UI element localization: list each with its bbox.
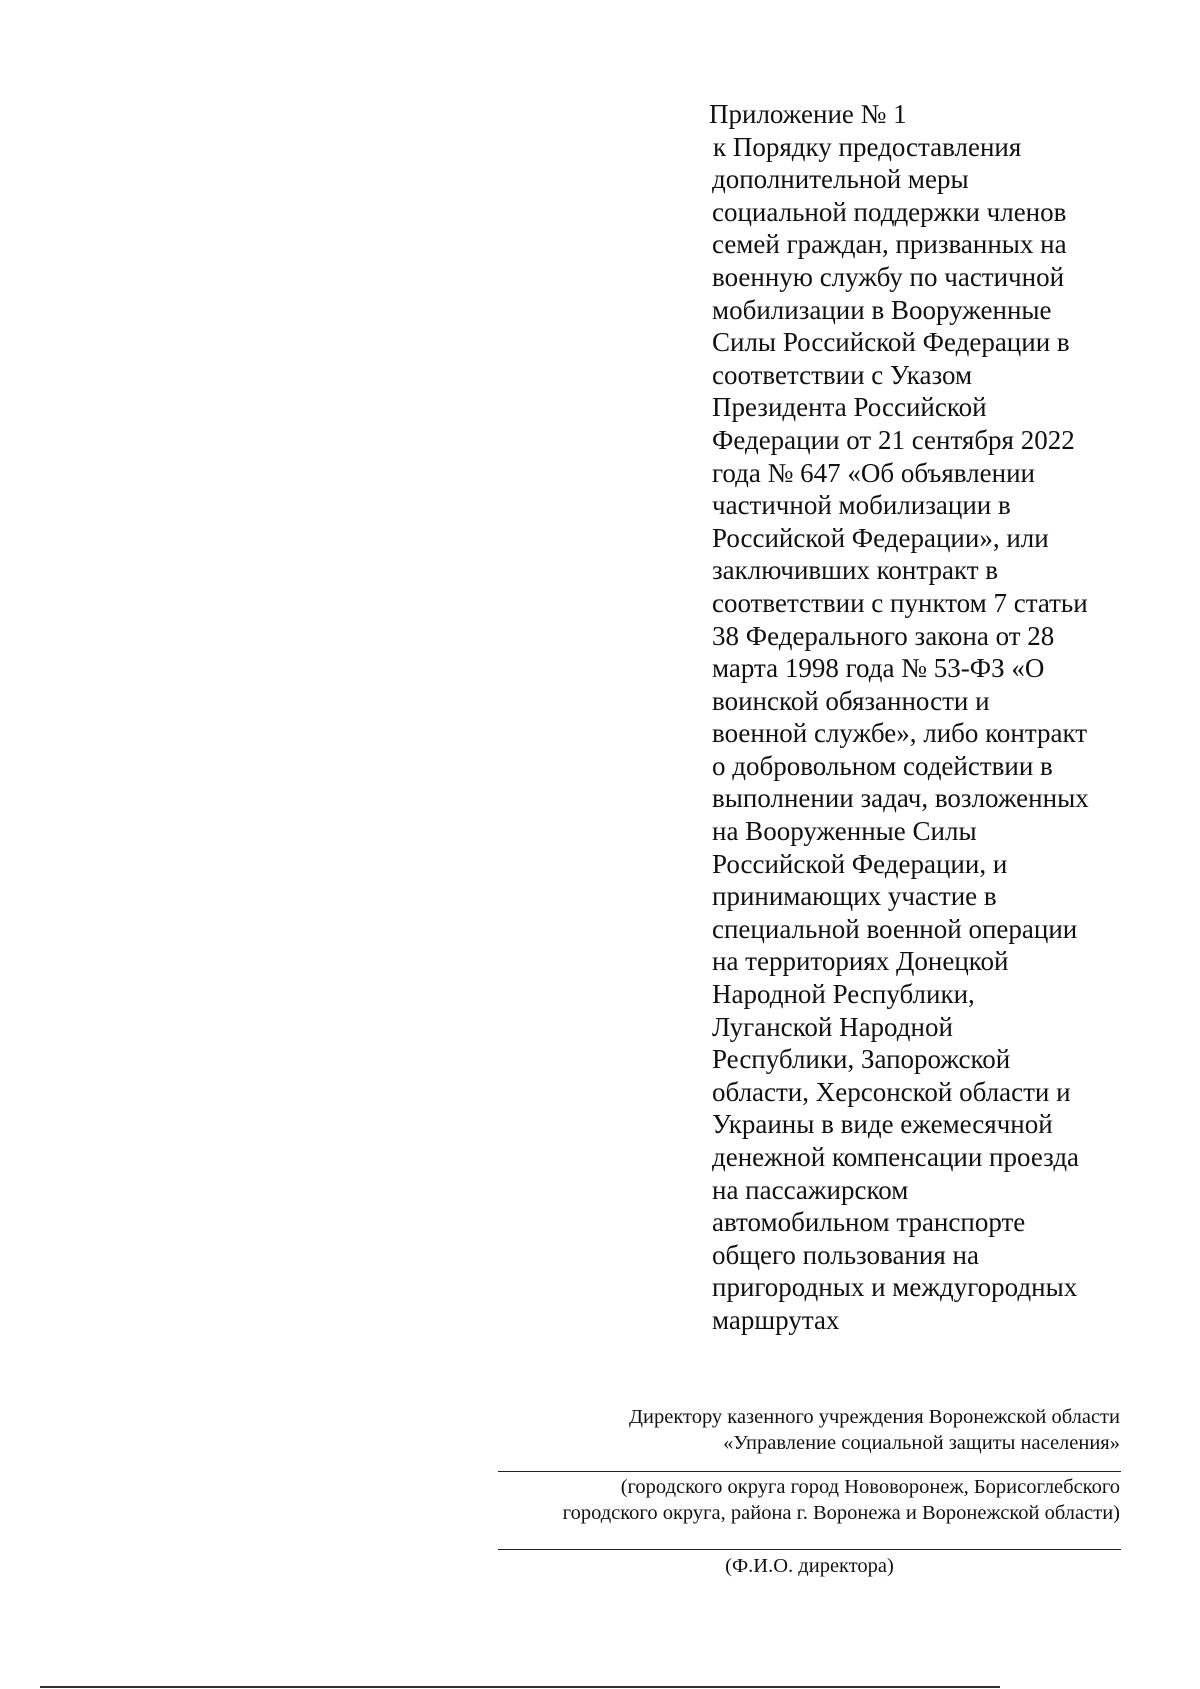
appendix-line: о добровольном содействии в <box>712 750 1053 781</box>
appendix-line: воинской обязанности и <box>712 685 990 716</box>
appendix-line: семей граждан, призванных на <box>712 229 1067 260</box>
page-bottom-edge <box>40 1686 1000 1688</box>
appendix-line: Президента Российской <box>712 392 987 423</box>
appendix-line: принимающих участие в <box>712 881 997 912</box>
appendix-header <box>709 98 1152 1337</box>
district-caption <box>480 1474 1120 1526</box>
appendix-line: на пассажирском <box>712 1174 909 1205</box>
appendix-line: общего пользования на <box>712 1239 979 1270</box>
appendix-line: Республики, Запорожской <box>712 1044 1011 1075</box>
appendix-line: Народной Республики, <box>712 979 975 1010</box>
director-name-caption: (Ф.И.О. директора) <box>725 1555 894 1577</box>
appendix-line: марта 1998 года № 53-ФЗ «О <box>712 653 1045 684</box>
addressee-institution: «Управление социальной защиты населения» <box>723 1432 1120 1454</box>
appendix-line: соответствии с Указом <box>712 359 973 390</box>
appendix-line: к Порядку предоставления <box>713 131 1022 162</box>
appendix-line: социальной поддержки членов <box>712 196 1067 227</box>
appendix-line: маршрутах <box>712 1304 840 1335</box>
appendix-line: Украины в виде ежемесячной <box>712 1109 1053 1140</box>
district-caption-line: городского округа, района г. Воронежа и Воронежской области) <box>562 1502 1120 1524</box>
appendix-line: на Вооруженные Силы <box>712 816 977 847</box>
appendix-line: области, Херсонской области и <box>712 1076 1071 1107</box>
appendix-line: частичной мобилизации в <box>712 490 1011 521</box>
appendix-line: 38 Федерального закона от 28 <box>712 620 1055 651</box>
appendix-line: Российской Федерации, и <box>712 848 1008 879</box>
district-caption-line: (городского округа город Нововоронеж, Борисоглебского <box>620 1476 1120 1498</box>
appendix-line: выполнении задач, возложенных <box>712 783 1089 814</box>
appendix-line: мобилизации в Вооруженные <box>712 294 1052 325</box>
appendix-title: Приложение № 1 <box>709 99 907 129</box>
appendix-line: военной службе», либо контракт <box>712 718 1088 749</box>
appendix-line: пригородных и междугородных <box>712 1272 1078 1303</box>
addressee-position: Директору казенного учреждения Воронежской области <box>629 1406 1120 1428</box>
district-fill-line <box>498 1471 1121 1472</box>
appendix-line: заключивших контракт в <box>712 555 999 586</box>
addressee-block <box>480 1404 1120 1456</box>
appendix-line: специальной военной операции <box>712 913 1078 944</box>
appendix-line: Федерации от 21 сентября 2022 <box>712 424 1075 455</box>
appendix-line: года № 647 «Об объявлении <box>712 457 1035 488</box>
appendix-line: автомобильном транспорте <box>712 1207 1026 1238</box>
appendix-line: на территориях Донецкой <box>712 946 1009 977</box>
appendix-line: Российской Федерации», или <box>712 522 1049 553</box>
director-name-fill-line <box>498 1549 1121 1550</box>
appendix-line: соответствии с пунктом 7 статьи <box>712 587 1088 618</box>
appendix-line: военную службу по частичной <box>712 261 1065 292</box>
appendix-line: денежной компенсации проезда <box>712 1142 1080 1172</box>
appendix-line: дополнительной меры <box>712 164 969 195</box>
appendix-line: Силы Российской Федерации в <box>712 327 1070 358</box>
appendix-line: Луганской Народной <box>712 1011 953 1042</box>
